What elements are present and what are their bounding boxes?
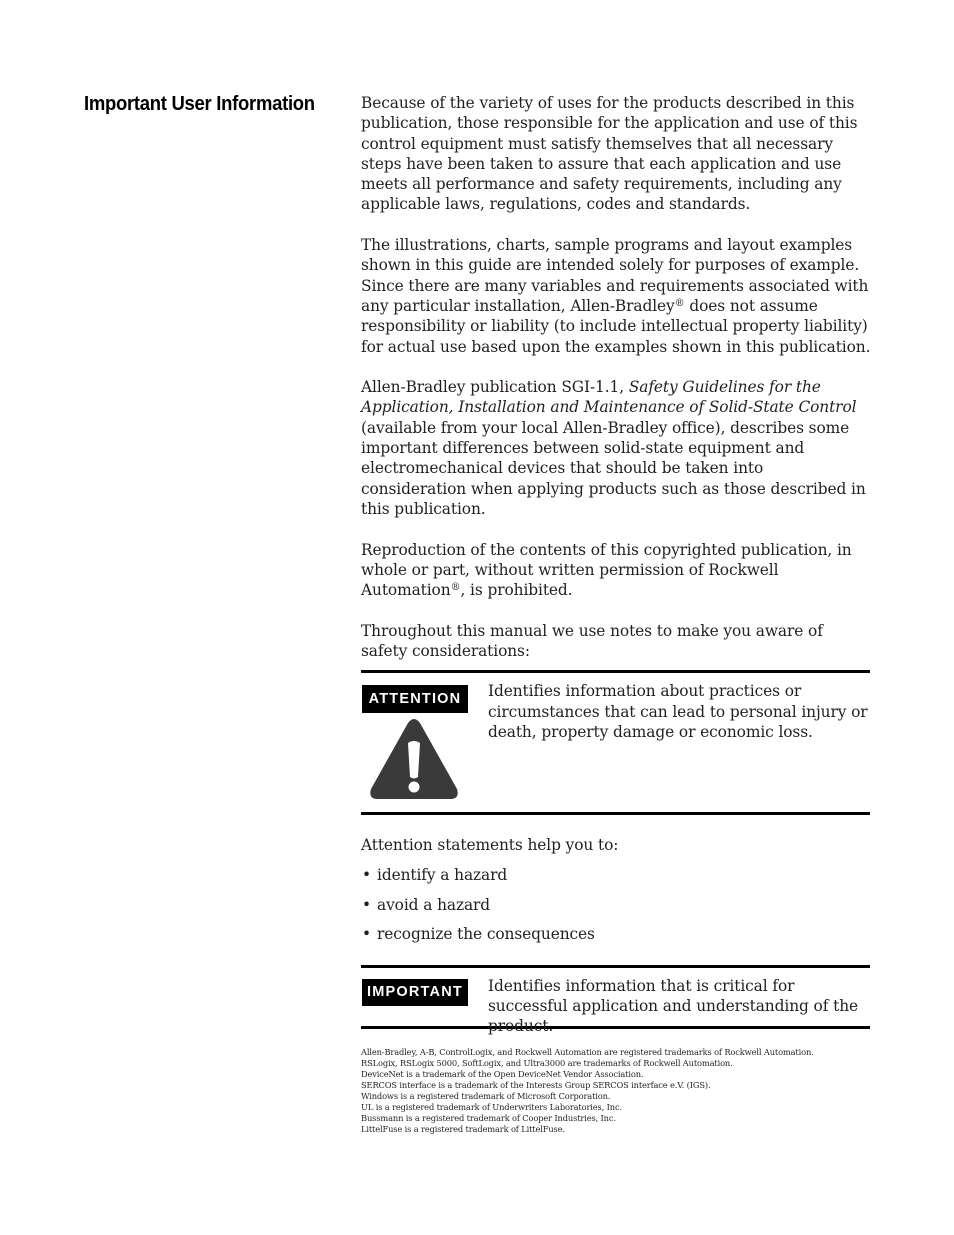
list-item: • avoid a hazard <box>361 895 871 915</box>
paragraph-safety-text-2: (available from your local Allen-Bradley office), describes some important differences between solid-state equipment and electromechanical devices that should be taken into consideration when applying products such as those described in this publication. <box>361 418 866 518</box>
trademark-line: Bussmann is a registered trademark of Cooper Industries, Inc. <box>361 1112 616 1123</box>
attention-label: ATTENTION <box>362 685 468 713</box>
main-content <box>361 93 871 1135</box>
trademark-notices <box>361 1047 871 1135</box>
attention-notice <box>361 670 870 815</box>
warning-triangle-icon <box>368 717 460 801</box>
paragraph-examples-text-2: does not assume responsibility or liability (to include intellectual property liability) for actual use based upon the examples shown in this publication. <box>361 296 871 356</box>
trademark-line: SERCOS interface is a trademark of the Interests Group SERCOS interface e.V. (IGS). <box>361 1079 711 1090</box>
publication-title: Safety Guidelines for the Application, Installation and Maintenance of Solid-State Control <box>361 378 857 417</box>
paragraph-safety-text-1: Allen-Bradley publication SGI-1.1, <box>361 378 629 397</box>
paragraph-safety-guidelines <box>361 377 871 519</box>
section-heading: Important User Information <box>84 92 315 115</box>
exclamation-bar <box>408 741 420 779</box>
trademark-line: LittelFuse is a registered trademark of LittelFuse. <box>361 1123 565 1134</box>
paragraph-reproduction-text-1: Reproduction of the contents of this copyrighted publication, in whole or part, without written permission of Rockwell Automation <box>361 540 852 600</box>
paragraph-examples <box>361 235 871 357</box>
attention-bullet-list <box>361 865 871 945</box>
trademark-line: Allen-Bradley, A-B, ControlLogix, and Rockwell Automation are registered trademarks of Rockwell Automation. <box>361 1046 814 1057</box>
attention-text: Identifies information about practices or circumstances that can lead to personal injury or death, property damage or economic loss. <box>488 682 868 741</box>
attention-statements <box>361 835 871 944</box>
list-item: • recognize the consequences <box>361 924 871 944</box>
paragraph-product-use: Because of the variety of uses for the products described in this publication, those responsible for the application and use of this control equipment must satisfy themselves that all necessary steps have been taken to assure that each application and use meets all performance and safety requirements, including any applicable laws, regulations, codes and standards. <box>361 94 858 214</box>
paragraph-reproduction <box>361 540 871 601</box>
registered-mark: ® <box>674 297 685 309</box>
important-text: Identifies information that is critical for successful application and understanding of the product. <box>488 976 859 1036</box>
attention-intro: Attention statements help you to: <box>361 836 619 855</box>
trademark-line: RSLogix, RSLogix 5000, SoftLogix, and Ultra3000 are trademarks of Rockwell Automation. <box>361 1057 733 1068</box>
paragraph-reproduction-text-2: , is prohibited. <box>460 581 573 600</box>
trademark-line: UL is a registered trademark of Underwriters Laboratories, Inc. <box>361 1101 622 1112</box>
important-notice <box>361 965 870 1036</box>
trademark-line: Windows is a registered trademark of Microsoft Corporation. <box>361 1090 611 1101</box>
paragraph-examples-text-1: The illustrations, charts, sample programs and layout examples shown in this guide are intended solely for purposes of example. Since there are many variables and requirements associated with any particular installation, Allen-Bradley <box>361 236 869 315</box>
exclamation-dot <box>409 782 420 793</box>
list-item: • identify a hazard <box>361 865 871 885</box>
paragraph-safety-notes: Throughout this manual we use notes to make you aware of safety considerations: <box>361 621 823 661</box>
important-label: IMPORTANT <box>362 979 468 1006</box>
trademark-line: DeviceNet is a trademark of the Open DeviceNet Vendor Association. <box>361 1068 644 1079</box>
registered-mark: ® <box>450 582 461 594</box>
